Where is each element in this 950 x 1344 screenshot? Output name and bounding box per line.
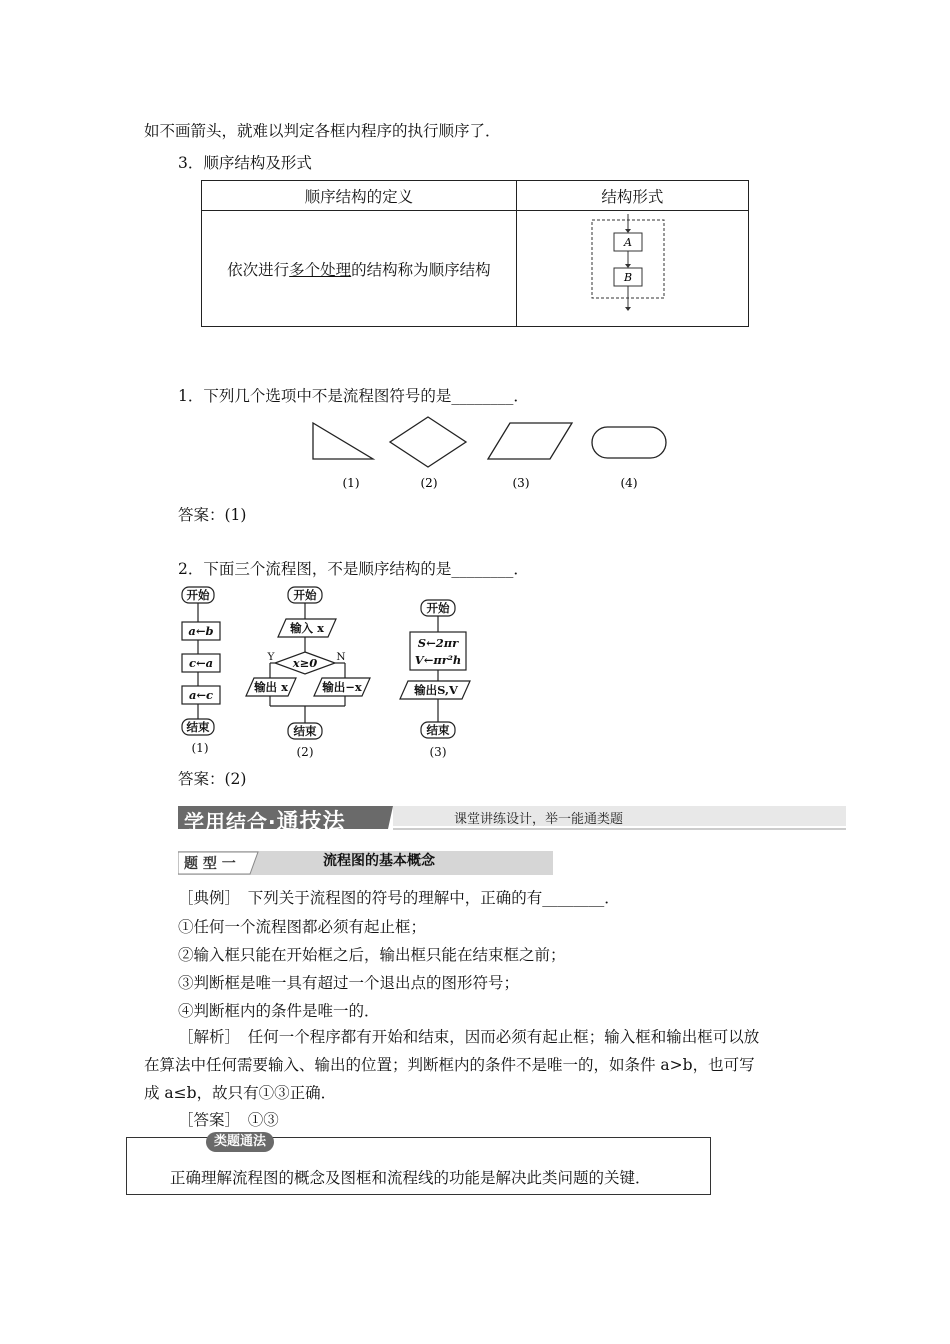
parallelogram-shape: [488, 423, 572, 459]
chart2-start: 开始: [293, 588, 317, 602]
banner-subtitle: 课堂讲练设计，举一能通类题: [454, 812, 624, 827]
table-header-form: 结构形式: [516, 181, 748, 211]
section-banner: [178, 804, 846, 835]
q1-text: 1．下列几个选项中不是流程图符号的是________．: [178, 387, 529, 405]
example-answer: ［答案］ ①③: [178, 1111, 279, 1129]
type-title: 流程图的基本概念: [323, 853, 435, 869]
example-item-3: ③判断框是唯一具有超过一个退出点的图形符号；: [178, 974, 520, 992]
chart3-step-2: V←πr²h: [414, 653, 462, 667]
def-underlined: 多个处理: [289, 260, 352, 279]
chart2-input: 输入 x: [290, 621, 324, 635]
q1-label-2: (2): [420, 476, 438, 490]
example-item-2: ②输入框只能在开始框之后，输出框只能在结束框之前；: [178, 946, 566, 964]
chart2-out-no: 输出−x: [322, 680, 362, 694]
analysis-line-3: 成 a≤b，故只有①③正确．: [144, 1084, 337, 1102]
table-header-definition: 顺序结构的定义: [202, 181, 517, 211]
summary-badge: 类题通法: [206, 1132, 274, 1152]
chart3-label: (3): [429, 745, 447, 759]
q2-answer: 答案：(2): [178, 770, 247, 788]
chart2-end: 结束: [293, 724, 317, 738]
example-item-1: ①任何一个流程图都必须有起止框；: [178, 918, 427, 936]
section3-title: 3．顺序结构及形式: [178, 154, 312, 172]
banner-title-a: 学用结合·: [184, 810, 277, 834]
chart2-cond: x≥0: [292, 656, 318, 670]
type-tag: 题 型 一: [184, 856, 236, 872]
analysis-line-1: ［解析］ 任何一个程序都有开始和结束，因而必须有起止框；输入框和输出框可以放: [178, 1028, 760, 1046]
q2-flowcharts: [170, 584, 480, 764]
table-cell-form: [516, 211, 748, 327]
chart3-end: 结束: [426, 723, 450, 737]
chart1-step-3: a←c: [188, 688, 214, 702]
q2-text: 2．下面三个流程图，不是顺序结构的是________．: [178, 560, 529, 578]
chart3-output: 输出S,V: [414, 683, 458, 697]
box-a-label: A: [624, 235, 633, 249]
triangle-shape: [313, 423, 373, 459]
rounded-rect-shape: [592, 427, 666, 458]
box-b-label: B: [624, 270, 633, 284]
q1-answer: 答案：(1): [178, 506, 247, 524]
q1-shapes: [300, 415, 680, 495]
intro-line: 如不画箭头，就难以判定各框内程序的执行顺序了．: [144, 122, 501, 140]
chart1-step-1: a←b: [188, 624, 214, 638]
def-prefix: 依次进行: [227, 260, 290, 279]
q1-label-1: (1): [342, 476, 360, 490]
analysis-line-2: 在算法中任何需要输入、输出的位置；判断框内的条件不是唯一的，如条件 a>b，也可写: [144, 1056, 755, 1074]
chart1-label: (1): [191, 741, 209, 755]
banner-title-b: 通技法: [276, 810, 346, 835]
sequence-diagram: [572, 212, 692, 322]
chart1-end: 结束: [186, 720, 210, 734]
chart2-no: N: [336, 651, 346, 663]
chart2-yes: Y: [267, 651, 275, 663]
type-bar: [178, 851, 553, 875]
example-item-4: ④判断框内的条件是唯一的．: [178, 1002, 380, 1020]
chart3-step-1: S←2πr: [417, 636, 459, 650]
chart2-out-yes: 输出 x: [254, 680, 288, 694]
def-suffix: 的结构称为顺序结构: [351, 260, 491, 279]
sequence-structure-table: [201, 180, 749, 327]
q1-label-3: (3): [512, 476, 530, 490]
chart1-step-2: c←a: [188, 656, 214, 670]
chart2-label: (2): [296, 745, 314, 759]
flowchart-3: [400, 600, 470, 738]
chart3-start: 开始: [426, 601, 450, 615]
table-cell-definition: [202, 211, 517, 327]
diamond-shape: [390, 417, 466, 467]
chart1-start: 开始: [186, 588, 210, 602]
example-intro: ［典例］ 下列关于流程图的符号的理解中，正确的有________．: [178, 889, 620, 907]
banner-title: [184, 805, 346, 836]
q1-label-4: (4): [620, 476, 638, 490]
summary-text: 正确理解流程图的概念及图框和流程线的功能是解决此类问题的关键．: [170, 1169, 651, 1187]
